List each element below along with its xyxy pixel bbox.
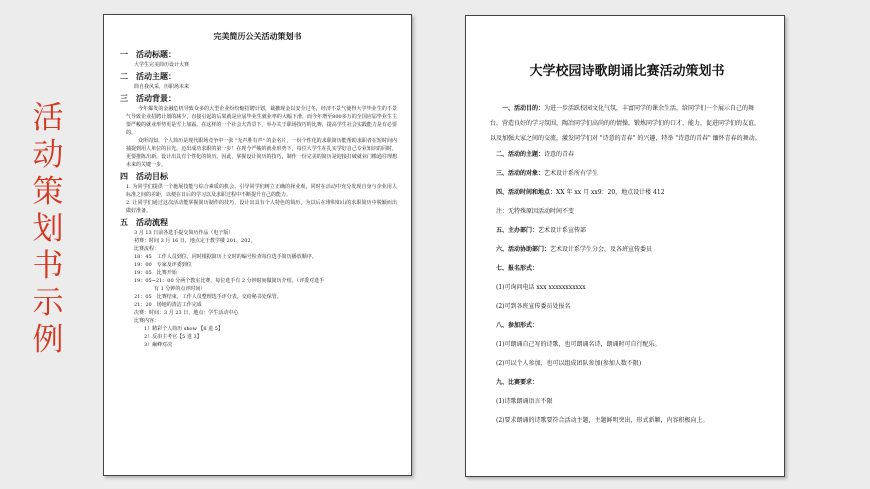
resume-plan-page <box>103 14 412 476</box>
process-line: 决赛：时间：3 月 23 日，地点：学生活动中心 <box>134 310 239 316</box>
process-list <box>118 229 397 349</box>
process-line: 比赛内容： <box>134 318 160 324</box>
plan-item <box>496 394 764 409</box>
plan-item <box>496 337 764 352</box>
plan-item <box>496 223 764 238</box>
plan-item <box>496 299 764 314</box>
item-text: XX 年 xx 月 xx9：20，地点设计楼 412 <box>556 189 665 196</box>
plan-item <box>496 375 764 390</box>
item-text: 艺术设计系学生分会，及各班宣传委员 <box>550 246 653 253</box>
process-line: 2）反串主考官【5 进 3】 <box>134 334 202 340</box>
plan-items <box>490 147 764 409</box>
plan-item <box>496 318 764 333</box>
section-heading: 四 活动目标 <box>120 171 168 181</box>
side-title-char: 活 <box>32 100 64 136</box>
background-paragraph: 今年爆发的金融危机导致众多的大型企业纷纷缩招聘计划，裁撤现金以安全过冬，经济不景气使得大学毕业生的不景气导致企业招聘计划的减少，直接引起的后果就是应届毕业生就业率的大幅下滑，而今年增至800多万的全国应届毕业生主要严峻的就业形势更是雪上加霜。在这样的一个社会大背景下，举办关于职场技巧的比赛，提高学生社会实践能力是有必要的。 <box>126 106 397 136</box>
section-text: 简自我风采，历职场未来 <box>134 84 190 90</box>
side-title-char: 策 <box>32 174 64 210</box>
item-label: 二、活动的主题： <box>496 151 545 158</box>
item-text: 注：无特殊原因活动时间不变 <box>496 208 575 215</box>
process-line: 3）巅峰对决 <box>134 342 173 348</box>
goal-item: 1. 为同学们提供一个施展技能与综合素质的机会，引导同学们树立正确的择业观，同时在活动中充分发现自身与企业用人标准之间的差距，以便在日后的学习以及求职过程中不断提升自己的能力。 <box>126 184 397 198</box>
process-line: 19：00 专家及评委到位 <box>134 262 192 268</box>
item-text: (1)可朗诵自己写的诗歌，也可朗诵名诗，朗诵时可自行配乐。 <box>496 341 661 348</box>
side-title-char: 划 <box>32 211 64 247</box>
item-text: 为进一步活跃校园文化气氛，丰富同学的课余生活，给同学们一个展示自己的舞台，营造良好的学习氛围，陶冶同学们高尚的的情操，锻炼同学们的口才、能力，促进同学们的友谊，以及加强大家之间的交流，激发同学们对 "诗意的青春" 的兴趣，特举 "诗意的青春" 缅怀青春的舞动。 <box>490 105 761 142</box>
section-heading: 三 活动背景： <box>120 93 176 103</box>
process-line: 3 月 13 日前各选手提交简历作品（电子版） <box>134 230 234 236</box>
item-label: 四、活动时间和地点： <box>496 189 557 196</box>
goal-item: 2. 让同学们通过这次活动能掌握简历制作的技巧，设计出具有个人特色的简历，为以后在堆积如山的求职简历中脱颖而出做好准备。 <box>126 200 397 214</box>
process-line: 19：05 比赛开始 <box>134 270 177 276</box>
item-label: 九、比赛要求： <box>496 379 539 386</box>
item-label: 六、活动协助部门： <box>496 246 551 253</box>
item-text: 诗意的青春 <box>544 151 575 158</box>
process-line: 有 1 分钟的点评时间） <box>134 286 206 292</box>
plan-item <box>496 356 764 371</box>
process-line: 21：20 场地的清洁工作完成 <box>134 302 202 308</box>
page-title: 完美简历公关活动策划书 <box>213 31 302 41</box>
item-text: 艺术设计系所有学生 <box>544 170 599 177</box>
item-label: 五、主办部门： <box>496 227 539 234</box>
section-text: 大学生完美简历设计大赛 <box>134 62 190 68</box>
plan-item <box>496 261 764 276</box>
side-title-char: 动 <box>32 137 64 173</box>
item-text: (1)诗歌朗诵语言不限 <box>496 398 553 405</box>
side-title-char: 例 <box>32 322 64 358</box>
plan-item <box>496 280 764 295</box>
process-line: 初赛：时间 3 月 16 日，地点定于教学楼 201、202。 <box>134 238 256 244</box>
process-line: 19：05~21：00 分两个教室比赛，每位选手有 2 分钟时间做简历介绍。（评委对选手 <box>134 278 325 284</box>
plan-item <box>496 185 764 200</box>
side-title <box>28 100 68 359</box>
plan-item <box>496 147 764 162</box>
requirement-paragraph: (2)要求朗诵的诗歌要符合活动主题，主题鲜明突出，形式新颖，内容积极向上。 <box>496 417 709 424</box>
purpose-paragraph <box>490 101 764 146</box>
item-label: 八、参加形式： <box>496 322 539 329</box>
page-title: 大学校园诗歌朗诵比赛活动策划书 <box>529 64 725 79</box>
item-text: (2)可到各班宣传委员处报名 <box>496 303 571 310</box>
plan-item <box>496 204 764 219</box>
item-label: 三、活动的对象： <box>496 170 545 177</box>
plan-item <box>496 166 764 181</box>
side-title-char: 书 <box>32 248 64 284</box>
item-label: 七、报名形式： <box>496 265 539 272</box>
poetry-plan-page <box>465 15 785 477</box>
item-label: 一、活动目的： <box>502 105 545 112</box>
process-line: 21：05 比赛结束，工作人员整理选手评分表，交给秘书处保管。 <box>134 294 282 300</box>
process-line: 18：45 工作人员到位，同时根据简历上交时的编号检查每位选手简历播放顺序。 <box>134 254 317 260</box>
section-heading: 一 活动标题： <box>120 49 176 59</box>
plan-item <box>496 242 764 257</box>
process-line: 1）精彩个人简历 show 【8 进 5】 <box>134 326 223 332</box>
process-line: 比赛流程： <box>134 246 160 252</box>
side-title-char: 示 <box>32 285 64 321</box>
item-text: (2)可以个人参加，也可以组成团队参加(参加人数不限) <box>496 360 642 367</box>
item-text: (1)可询问电话 xxx xxxxxxxxxxx <box>496 284 586 291</box>
item-text: 艺术设计系宣传部 <box>538 227 587 234</box>
background-paragraph: 众所周知，个人简历是现代职场竞争中一张 "无声胜有声" 的金名片，一份个性化的求职简历能帮助求职者在短时间内捕捉到用人单位的目光，迈出成功求职的第一步！在现今严峻的就业形势下，每位大学生在扎实学好自己专业知识的同时，更要推陈出新，设计出具有个性化的简历。因此，掌握设计简历的技巧，制作一份完美的简历是迎接打破就业门槛通往理想未来的关键一步。 <box>126 138 397 168</box>
section-heading: 五 活动流程 <box>120 217 168 227</box>
section-heading: 二 活动主题： <box>120 71 176 81</box>
